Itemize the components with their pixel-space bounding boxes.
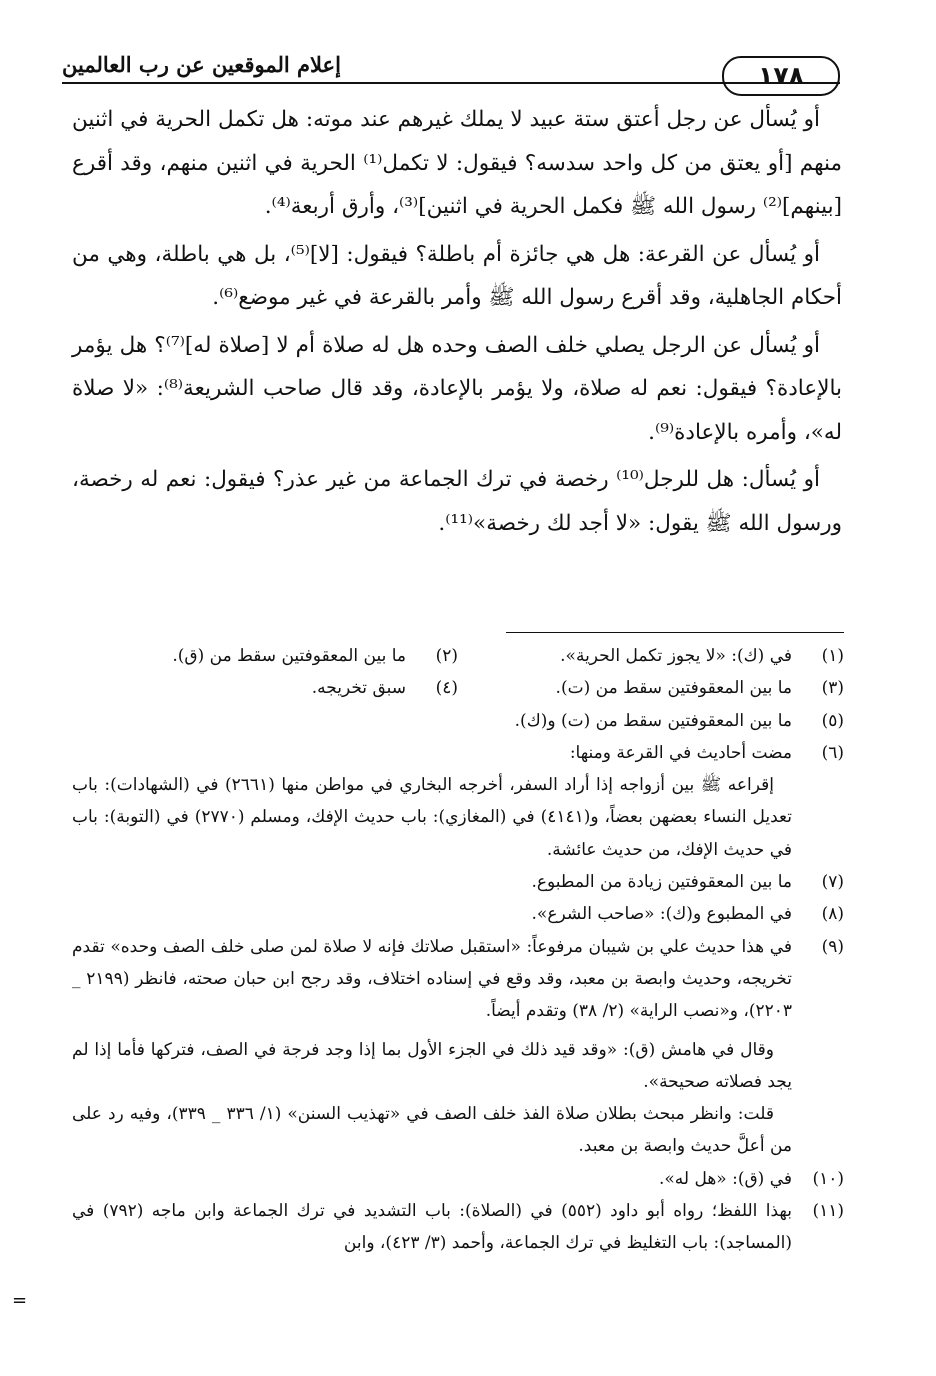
- footnote-text: مضت أحاديث في القرعة ومنها:: [569, 742, 792, 763]
- footnote-8: [72, 898, 844, 930]
- footnote-number: (٧): [821, 872, 844, 893]
- footnote-text: في هذا حديث علي بن شيبان مرفوعاً: «استقبل صلاتك فإنه لا صلاة لمن صلى خلف الصف وحده» تقدم تخريجه، وحديث وابصة بن معبد، وقد وقع في إسناده اختلاف، وقد رجح ابن حبان صحته، فانظر (٢١٩٩ _ ٢٢٠٣)، و«نصب الراية» (٢/ ٣٨) وتقدم أيضاً.: [72, 936, 792, 1022]
- footnote-number: (٥): [821, 710, 844, 731]
- footnote-text: في (ك): «لا يجوز تكمل الحرية».: [560, 646, 792, 666]
- footnote-text: في (ق): «هل له».: [658, 1168, 792, 1189]
- footnote-3: [458, 672, 844, 704]
- footnote-10: [72, 1163, 844, 1195]
- paragraph: أو يُسأل عن رجل أعتق ستة عبيد لا يملك غيرهم عند موته: هل تكمل الحرية في اثنين منهم [أو يعتق من كل واحد سدسه؟ فيقول: لا تكمل⁽¹⁾ الحرية في اثنين منهم، وقد أقرع [بينهم]⁽²⁾ رسول الله ﷺ فكمل الحرية في اثنين]⁽³⁾، وأرق أربعة⁽⁴⁾.: [72, 107, 843, 219]
- footnote-number: (١٠): [812, 1168, 844, 1189]
- footnote-number: (٤): [435, 678, 458, 699]
- footnote-number: (٦): [821, 742, 844, 763]
- footnote-1: [458, 640, 844, 672]
- footnote-2: [72, 640, 458, 672]
- footnote-number: (٩): [821, 936, 844, 957]
- footnote-text: سبق تخريجه.: [311, 678, 406, 699]
- paragraph: أو يُسأل عن القرعة: هل هي جائزة أم باطلة؟ فيقول: [لا]⁽⁵⁾، بل هي باطلة، وهي من أحكام الجاهلية، وقد أقرع رسول الله ﷺ وأمر بالقرعة في غير موضع⁽⁶⁾.: [72, 241, 842, 310]
- footnote-number: (٢): [435, 646, 458, 666]
- header-rule: [62, 82, 840, 84]
- footnote-text: ما بين المعقوفتين زيادة من المطبوع.: [531, 872, 792, 893]
- footnote-number: (٣): [821, 678, 844, 699]
- footnote-text: ما بين المعقوفتين سقط من (ت).: [555, 678, 792, 699]
- paragraph: أو يُسأل: هل للرجل⁽¹⁰⁾ رخصة في ترك الجماعة من غير عذر؟ فيقول: نعم له رخصة، ورسول الله ﷺ يقول: «لا أجد لك رخصة»⁽¹¹⁾.: [72, 467, 842, 536]
- footnote-number: (٨): [821, 904, 844, 925]
- footnotes: [72, 640, 844, 1260]
- continuation-mark: =: [12, 1290, 28, 1311]
- footnote-row: [72, 672, 844, 704]
- footnote-number: (١): [821, 646, 844, 666]
- footnote-7: [72, 866, 844, 898]
- footnote-number: (١١): [812, 1201, 844, 1222]
- main-text: [72, 98, 842, 549]
- footnote-text: ما بين المعقوفتين سقط من (ت) و(ك).: [514, 710, 792, 731]
- footnote-row: [72, 640, 844, 672]
- footnote-separator: [506, 632, 844, 633]
- footnote-6: [72, 737, 844, 769]
- footnote-text: في المطبوع و(ك): «صاحب الشرع».: [531, 904, 792, 925]
- paragraph: أو يُسأل عن الرجل يصلي خلف الصف وحده هل له صلاة أم لا [صلاة له]⁽⁷⁾؟ هل يؤمر بالإعادة؟ فيقول: نعم له صلاة، ولا يؤمر بالإعادة، وقد قال صاحب الشريعة⁽⁸⁾: «لا صلاة له»، وأمره بالإعادة⁽⁹⁾.: [72, 332, 842, 445]
- running-title: إعلام الموقعين عن رب العالمين: [62, 52, 341, 77]
- footnote-9: [72, 931, 844, 1028]
- footnote-11: [72, 1195, 844, 1260]
- footnote-9-continuation: وقال في هامش (ق): «وقد قيد ذلك في الجزء الأول بما إذا وجد فرجة في الصف، فتركها فأما إذا لم يجد فصلاته صحيحة».: [72, 1039, 792, 1092]
- footnote-9-continuation: قلت: وانظر مبحث بطلان صلاة الفذ خلف الصف في «تهذيب السنن» (١/ ٣٣٦ _ ٣٣٩)، وفيه رد على من أعلَّ حديث وابصة بن معبد.: [72, 1104, 792, 1157]
- footnote-5: [72, 705, 844, 737]
- footnote-text: بهذا اللفظ؛ رواه أبو داود (٥٥٢) في (الصلاة): باب التشديد في ترك الجماعة وابن ماجه (٧٩٢) في (المساجد): باب التغليظ في ترك الجماعة، وأحمد (٣/ ٤٢٣)، وابن: [72, 1201, 792, 1254]
- footnote-6-continuation: إقراعه ﷺ بين أزواجه إذا أراد السفر، أخرجه البخاري في مواطن منها (٢٦٦١) في (الشهادات): باب تعديل النساء بعضهن بعضاً، و(٤١٤١) في (المغازي): باب حديث الإفك، ومسلم (٢٧٧٠) في (التوبة): باب في حديث الإفك، من حديث عائشة.: [72, 775, 792, 860]
- footnote-4: [72, 672, 458, 704]
- footnote-text: ما بين المعقوفتين سقط من (ق).: [172, 646, 406, 666]
- page-number: ١٧٨: [722, 56, 840, 96]
